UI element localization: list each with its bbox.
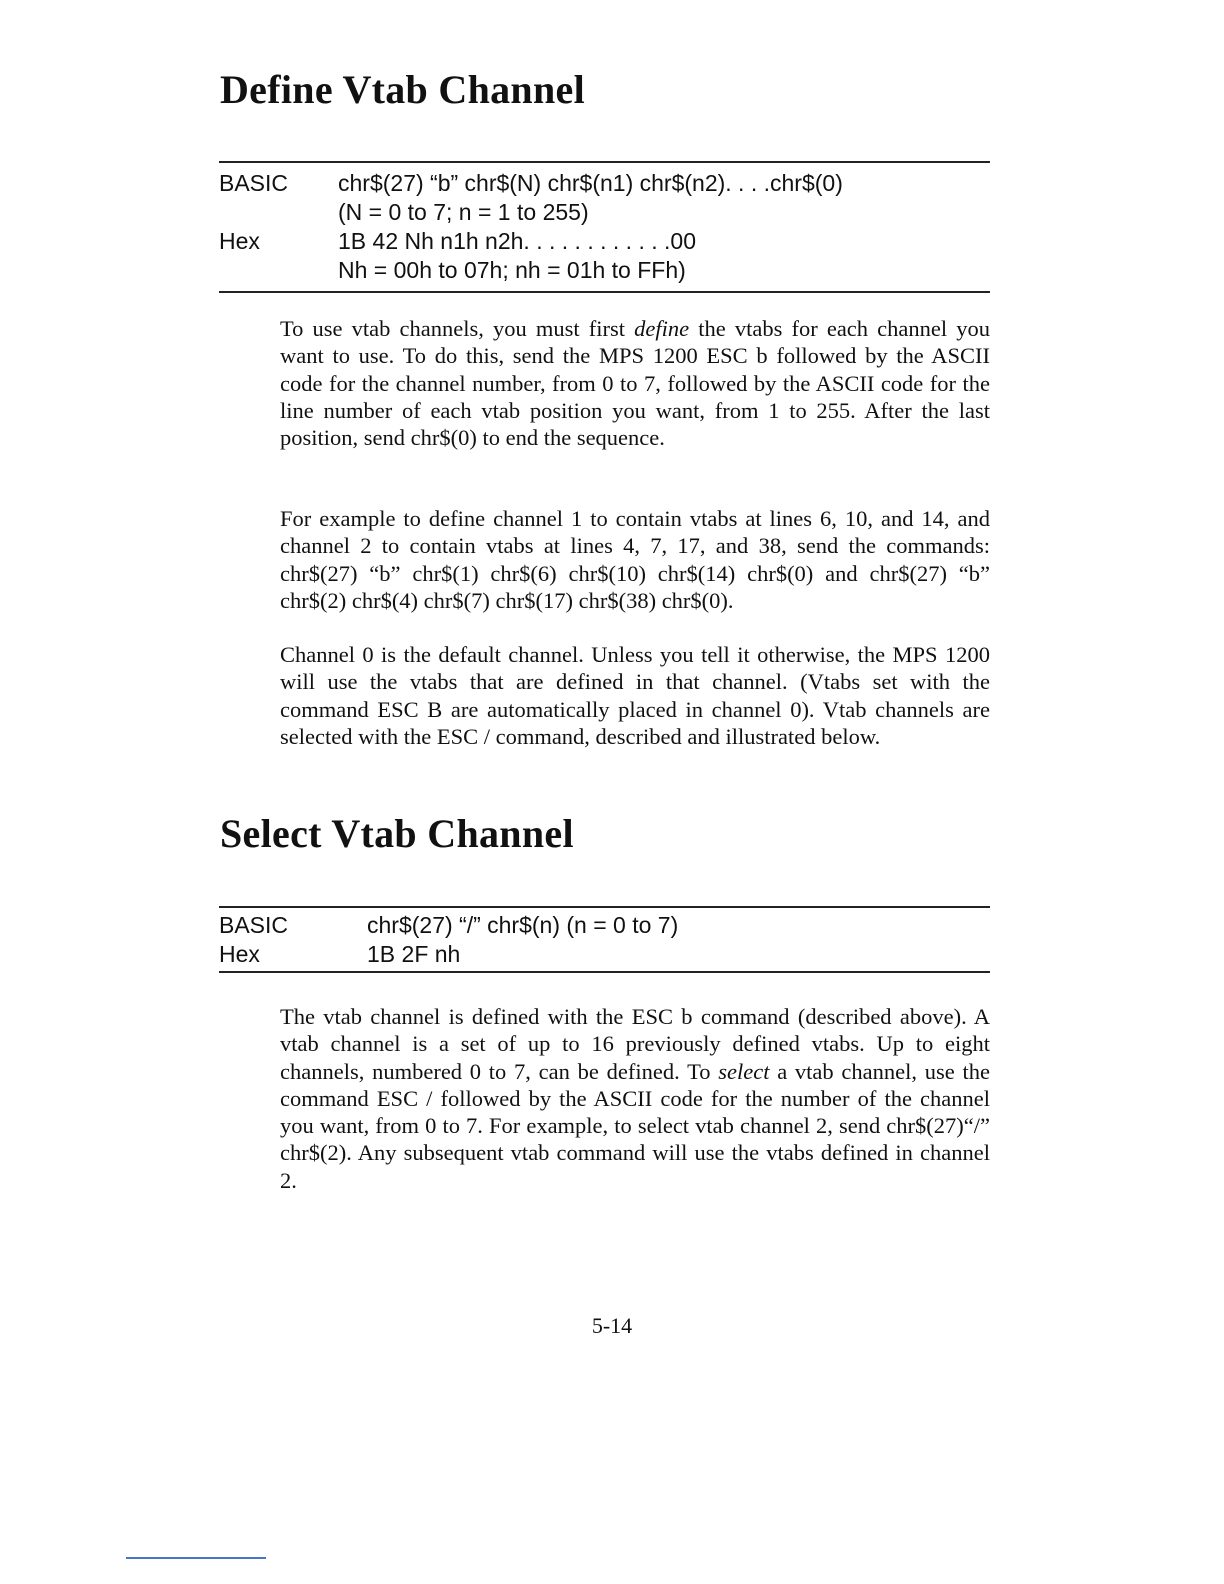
command-row-hex [219, 940, 990, 969]
command-row-hex [219, 227, 990, 256]
page-number: 5-14 [591, 1313, 633, 1338]
emphasis-define: define [634, 316, 690, 341]
command-hex-range: Nh = 00h to 07h; nh = 01h to FFh) [338, 257, 686, 283]
command-row-basic-range [219, 198, 990, 227]
select-paragraph-1: The vtab channel is defined with the ESC b command (described above). A vtab channel is a set of up to 16 previously defined vtabs. Up to eight channels, numbered 0 to 7, can be defined. To select a vtab channel, use the command ESC / followed by the ASCII code for the number of the channel you want, from 0 to 7. For example, to select vtab channel 2, send chr$(27)“/” chr$(2). Any subsequent vtab command will use the vtabs defined in channel 2. [280, 1004, 990, 1193]
emphasis-select: select [718, 1058, 770, 1084]
section-title-define: Define Vtab Channel [220, 67, 585, 112]
command-box-define [219, 161, 990, 293]
command-basic-syntax: chr$(27) “b” chr$(N) chr$(n1) chr$(n2). . . .chr$(0) [338, 170, 843, 196]
command-basic-range: (N = 0 to 7; n = 1 to 255) [338, 199, 589, 225]
define-paragraph-2: For example to define channel 1 to contain vtabs at lines 6, 10, and 14, and channel 2 to contain vtabs at lines 4, 7, 17, and 38, send the commands: chr$(27) “b” chr$(1) chr$(6) chr$(10) chr$(14) chr$(0) and chr$(27) “b” chr$(2) chr$(4) chr$(7) chr$(17) chr$(38) chr$(0). [280, 506, 990, 613]
command-row-basic [219, 911, 990, 940]
section-title-select: Select Vtab Channel [220, 811, 574, 856]
command-hex-syntax: 1B 42 Nh n1h n2h. . . . . . . . . . . .00 [338, 228, 696, 254]
command-box-select [219, 906, 990, 973]
command-basic-syntax: chr$(27) “/” chr$(n) (n = 0 to 7) [367, 912, 679, 938]
define-paragraph-3: Channel 0 is the default channel. Unless you tell it otherwise, the MPS 1200 will use the vtabs that are defined in that channel. (Vtabs set with the command ESC B are automatically placed in channel 0). Vtab channels are selected with the ESC / command, described and illustrated below. [280, 642, 990, 749]
command-label-basic: BASIC [219, 912, 289, 938]
command-row-hex-range [219, 256, 990, 285]
command-label-hex: Hex [219, 228, 260, 254]
define-paragraph-1: To use vtab channels, you must first define the vtabs for each channel you want to use. To do this, send the MPS 1200 ESC b followed by the ASCII code for the channel number, from 0 to 7, followed by the ASCII code for the line number of each vtab position you want, from 1 to 255. After the last position, send chr$(0) to end the sequence. [280, 316, 990, 451]
footer-rule [126, 1557, 266, 1559]
command-label-basic: BASIC [219, 170, 289, 196]
command-hex-syntax: 1B 2F nh [367, 941, 461, 967]
command-row-basic [219, 169, 990, 198]
command-label-hex: Hex [219, 941, 260, 967]
